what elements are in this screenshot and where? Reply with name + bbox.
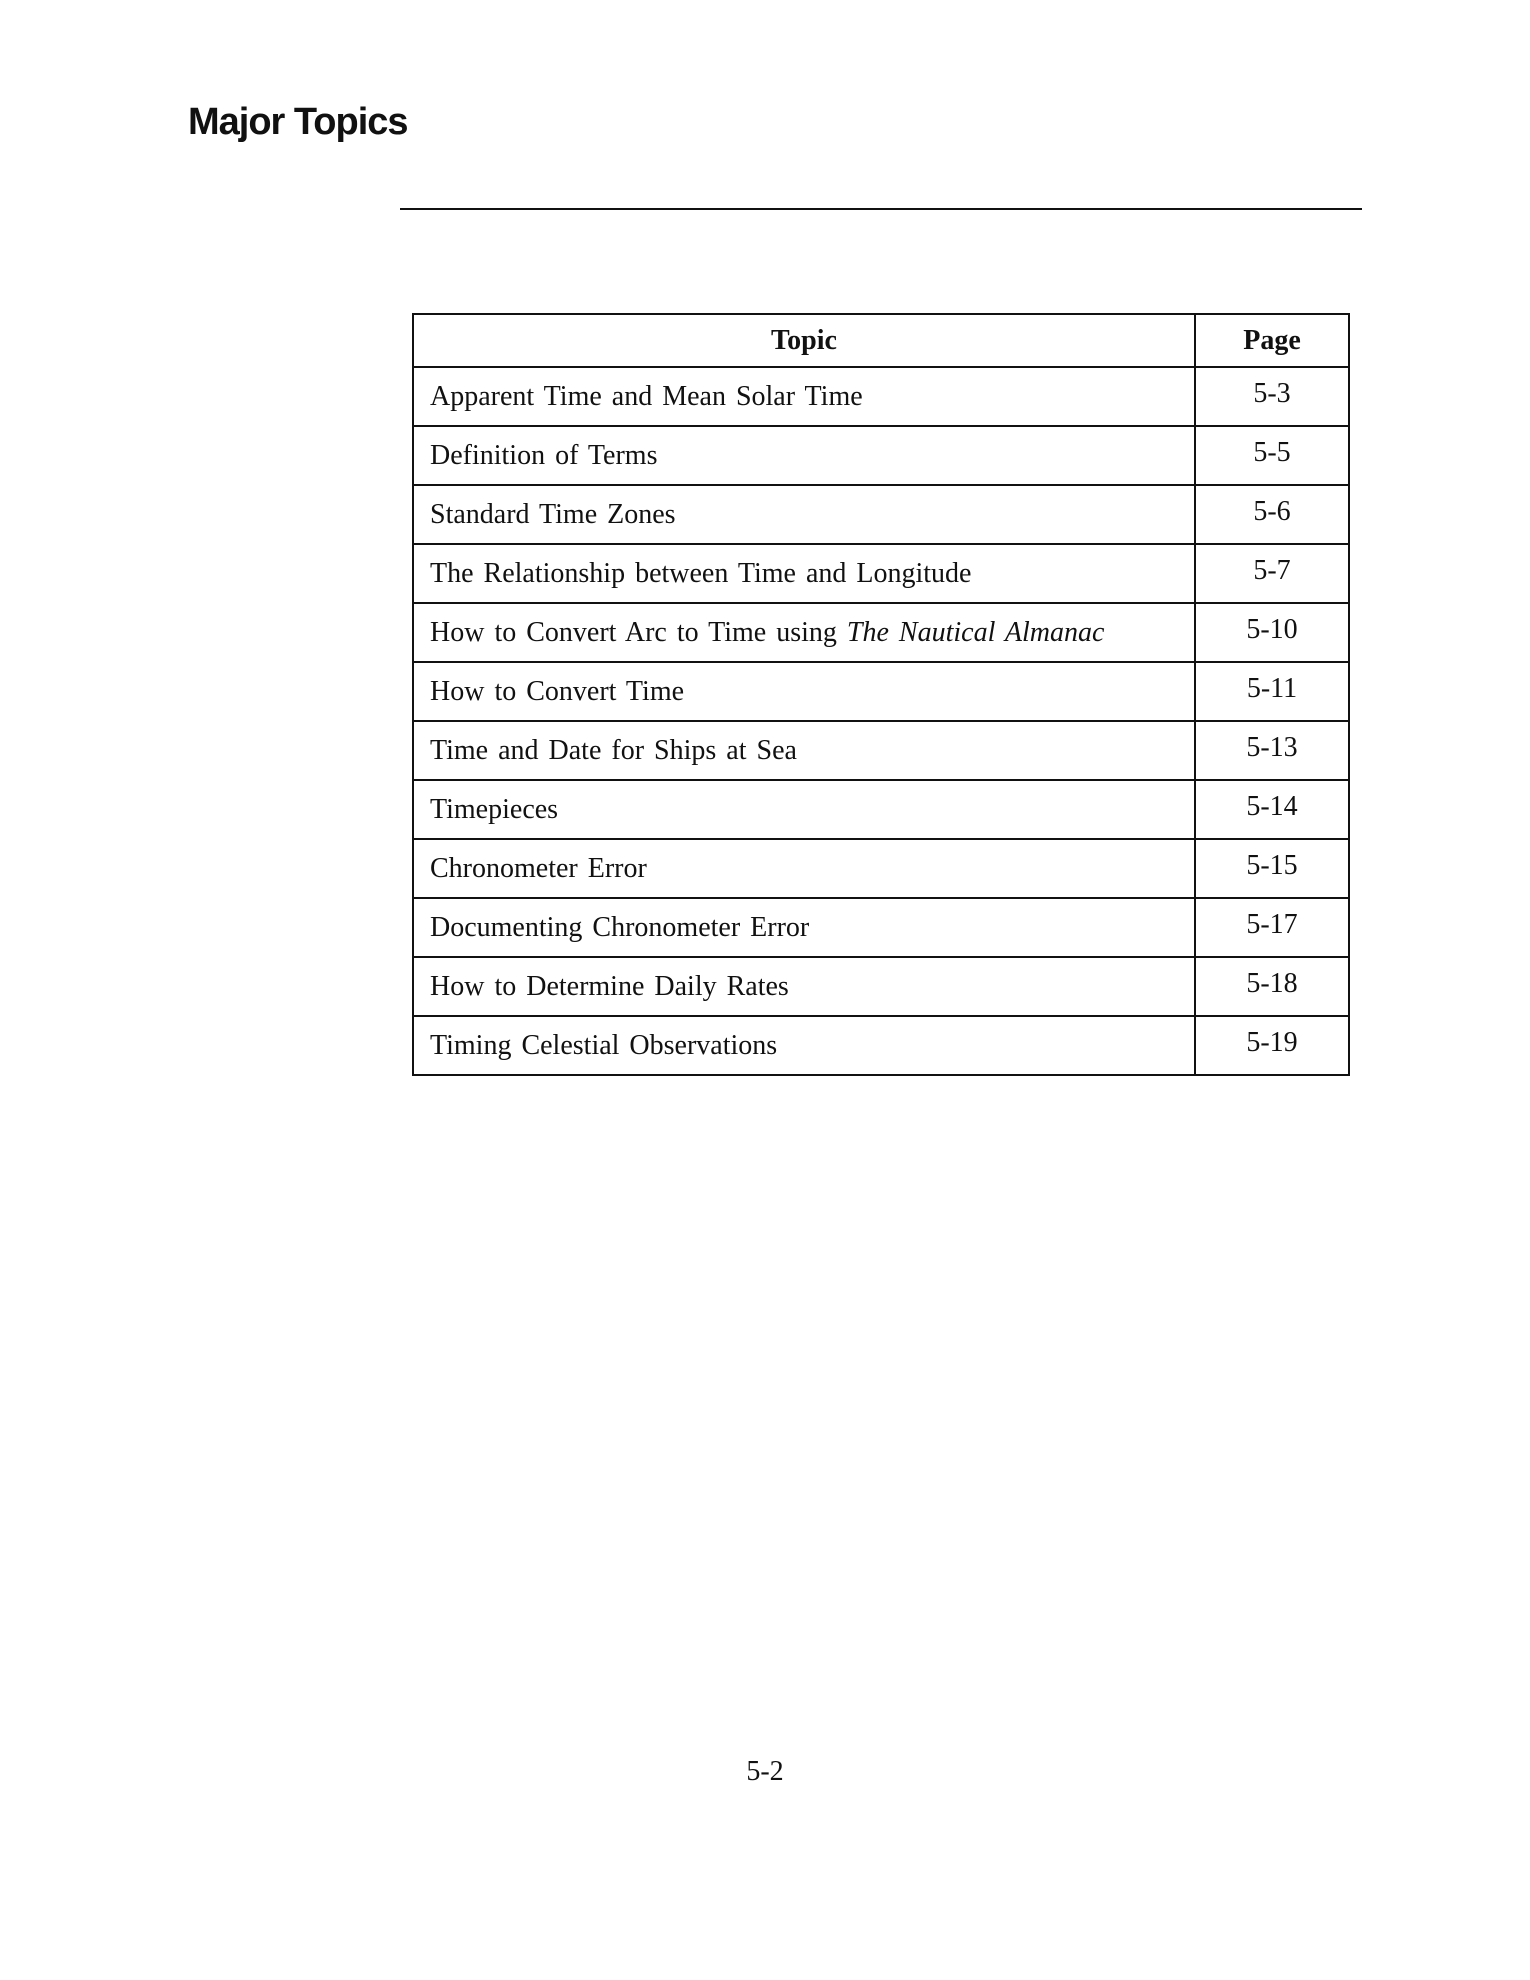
table-row [413, 367, 1349, 426]
page-cell: 5-11 [1195, 662, 1349, 721]
page-cell: 5-10 [1195, 603, 1349, 662]
topic-text: How to Convert Arc to Time using [430, 616, 847, 648]
table-row [413, 839, 1349, 898]
topic-italic-title: The Nautical Almanac [846, 616, 1105, 648]
page-column-header: Page [1195, 314, 1349, 367]
topic-cell: Timepieces [413, 780, 1195, 839]
page-cell: 5-13 [1195, 721, 1349, 780]
page-cell: 5-7 [1195, 544, 1349, 603]
table-row [413, 485, 1349, 544]
table-row [413, 721, 1349, 780]
table-row [413, 544, 1349, 603]
page-cell: 5-3 [1195, 367, 1349, 426]
topic-cell: Timing Celestial Observations [413, 1016, 1195, 1075]
table-row [413, 957, 1349, 1016]
page-cell: 5-19 [1195, 1016, 1349, 1075]
table-row [413, 426, 1349, 485]
topic-cell: How to Determine Daily Rates [413, 957, 1195, 1016]
table-row [413, 603, 1349, 662]
page-number: 5-2 [746, 1756, 784, 1787]
page-cell: 5-18 [1195, 957, 1349, 1016]
table-row [413, 780, 1349, 839]
page-title: Major Topics [188, 101, 408, 143]
topic-cell: Apparent Time and Mean Solar Time [413, 367, 1195, 426]
table-header-row [413, 314, 1349, 367]
topic-cell: Time and Date for Ships at Sea [413, 721, 1195, 780]
page-cell: 5-6 [1195, 485, 1349, 544]
page-cell: 5-17 [1195, 898, 1349, 957]
horizontal-rule [400, 208, 1362, 210]
topic-cell [413, 603, 1195, 662]
topic-cell: How to Convert Time [413, 662, 1195, 721]
topic-cell: Documenting Chronometer Error [413, 898, 1195, 957]
topic-column-header: Topic [413, 314, 1195, 367]
topic-cell: Standard Time Zones [413, 485, 1195, 544]
table-row [413, 898, 1349, 957]
topic-cell: Definition of Terms [413, 426, 1195, 485]
table-row [413, 1016, 1349, 1075]
page-cell: 5-14 [1195, 780, 1349, 839]
topic-cell: The Relationship between Time and Longitude [413, 544, 1195, 603]
topics-table [412, 313, 1350, 1076]
page-cell: 5-5 [1195, 426, 1349, 485]
topic-cell: Chronometer Error [413, 839, 1195, 898]
page-cell: 5-15 [1195, 839, 1349, 898]
table-row [413, 662, 1349, 721]
